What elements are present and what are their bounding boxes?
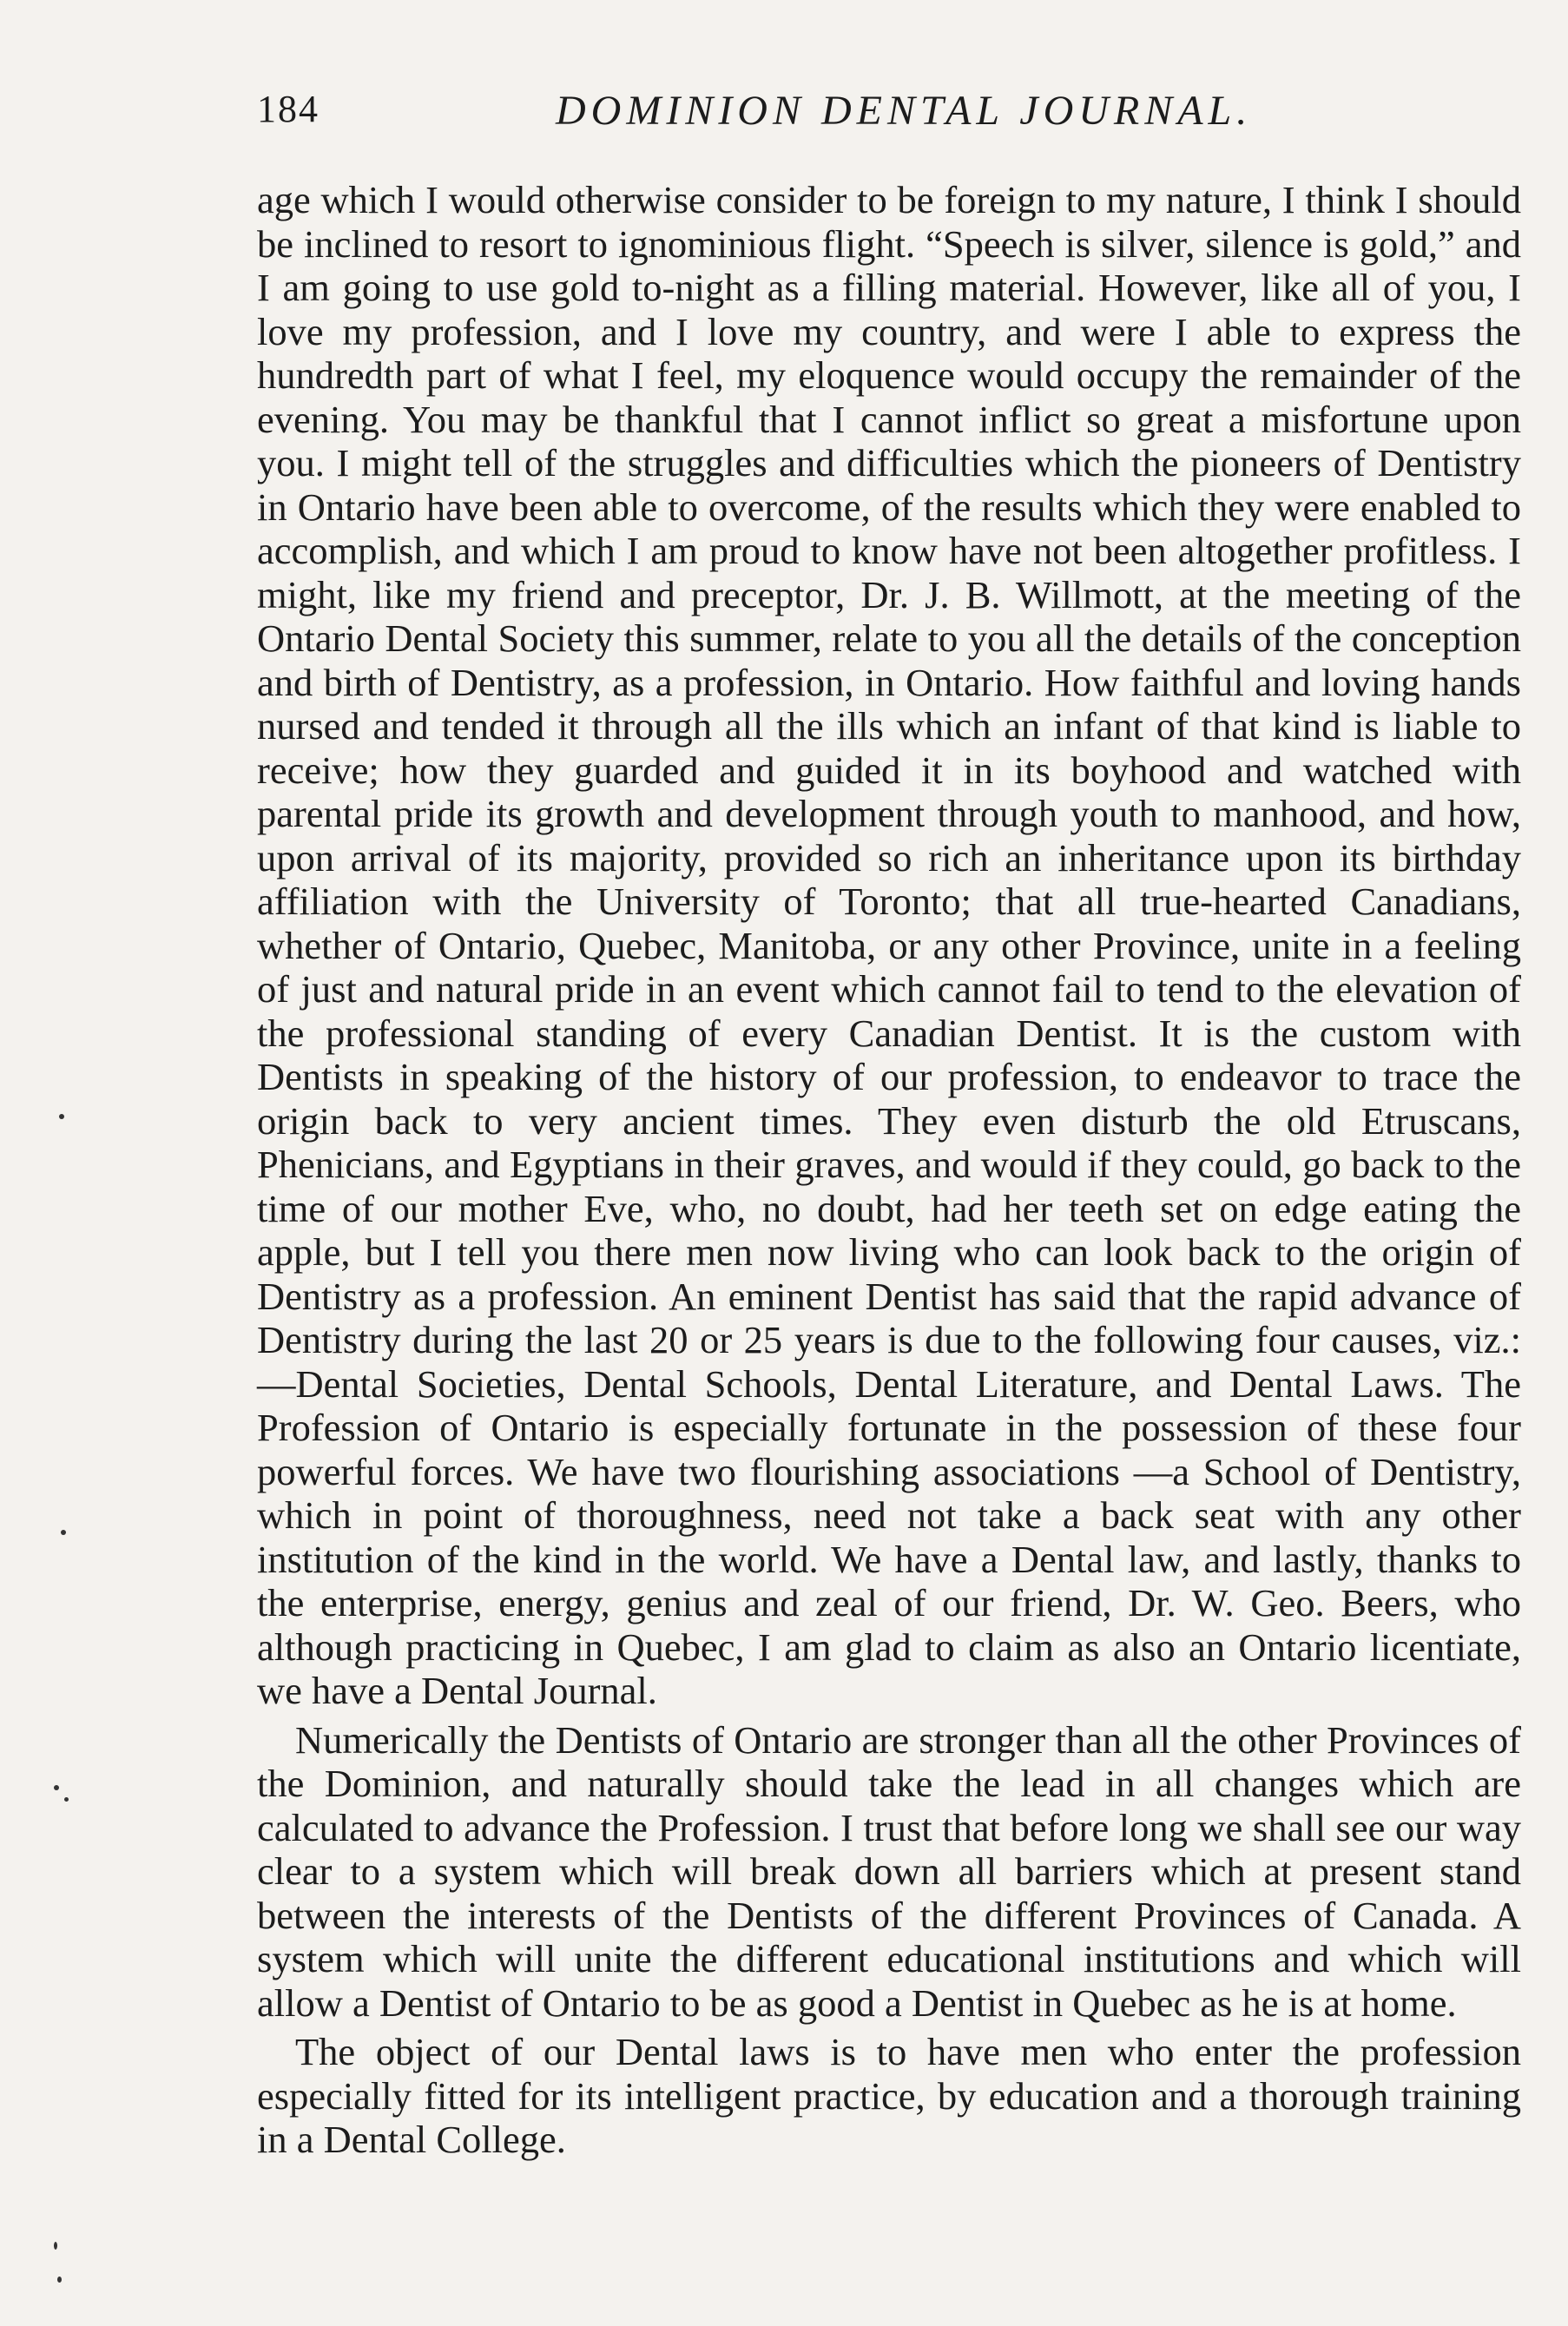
scan-speck xyxy=(59,1114,64,1119)
paragraph: The object of our Dental laws is to have men who enter the profession especially fitted for its intelligent practice, by education and a thorough training in a Dental College. xyxy=(257,2030,1521,2161)
scan-speck xyxy=(64,1797,69,1802)
body-text xyxy=(257,178,1521,2167)
scan-speck xyxy=(54,2242,57,2250)
page-number: 184 xyxy=(257,88,320,130)
running-head: DOMINION DENTAL JOURNAL. xyxy=(556,88,1253,134)
paragraph: age which I would otherwise consider to be foreign to my nature, I think I should be inclined to resort to ignominious flight. “Speech is silver, silence is gold,” and I am going to use gold to-night as a filling material. However, like all of you, I love my profession, and I love my country, and were I able to express the hundredth part of what I feel, my eloquence would occupy the remainder of the evening. You may be thankful that I cannot inflict so great a misfortune upon you. I might tell of the struggles and difficulties which the pioneers of Dentistry in Ontario have been able to overcome, of the results which they were enabled to accomplish, and which I am proud to know have not been altogether profitless. I might, like my friend and preceptor, Dr. J. B. Willmott, at the meeting of the Ontario Dental Society this summer, relate to you all the details of the conception and birth of Dentistry, as a profession, in Ontario. How faithful and loving hands nursed and tended it through all the ills which an infant of that kind is liable to receive; how they guarded and guided it in its boyhood and watched with parental pride its growth and development through youth to manhood, and how, upon arrival of its majority, provided so rich an inheritance upon its birthday affiliation with the University of Toronto; that all true-hearted Canadians, whether of Ontario, Quebec, Manitoba, or any other Province, unite in a feeling of just and natural pride in an event which cannot fail to tend to the elevation of the professional standing of every Canadian Dentist. It is the custom with Dentists in speaking of the history of our profession, to endeavor to trace the origin back to very ancient times. They even disturb the old Etruscans, Phenicians, and Egyptians in their graves, and would if they could, go back to the time of our mother Eve, who, no doubt, had her teeth set on edge eating the apple, but I tell you there men now living who can look back to the origin of Dentistry as a profession. An eminent Dentist has said that the rapid advance of Dentistry during the last 20 or 25 years is due to the following four causes, viz.: —Dental Societies, Dental Schools, Dental Literature, and Dental Laws. The Profession of Ontario is especially fortunate in the possession of these four powerful forces. We have two flourishing associations —a School of Dentistry, which in point of thoroughness, need not take a back seat with any other institution of the kind in the world. We have a Dental law, and lastly, thanks to the enterprise, energy, genius and zeal of our friend, Dr. W. Geo. Beers, who although practicing in Quebec, I am glad to claim as also an Ontario licentiate, we have a Dental Journal. xyxy=(257,178,1521,1712)
scan-speck xyxy=(54,1785,59,1790)
scan-speck xyxy=(57,2277,62,2283)
scan-speck xyxy=(61,1530,66,1535)
paragraph: Numerically the Dentists of Ontario are stronger than all the other Provinces of the Dominion, and naturally should take the lead in all changes which are calculated to advance the Profession. I trust that before long we shall see our way clear to a system which will break down all barriers which at present stand between the interests of the Dentists of the different Provinces of Canada. A system which will unite the different educational institutions and which will allow a Dentist of Ontario to be as good a Dentist in Quebec as he is at home. xyxy=(257,1717,1521,2025)
